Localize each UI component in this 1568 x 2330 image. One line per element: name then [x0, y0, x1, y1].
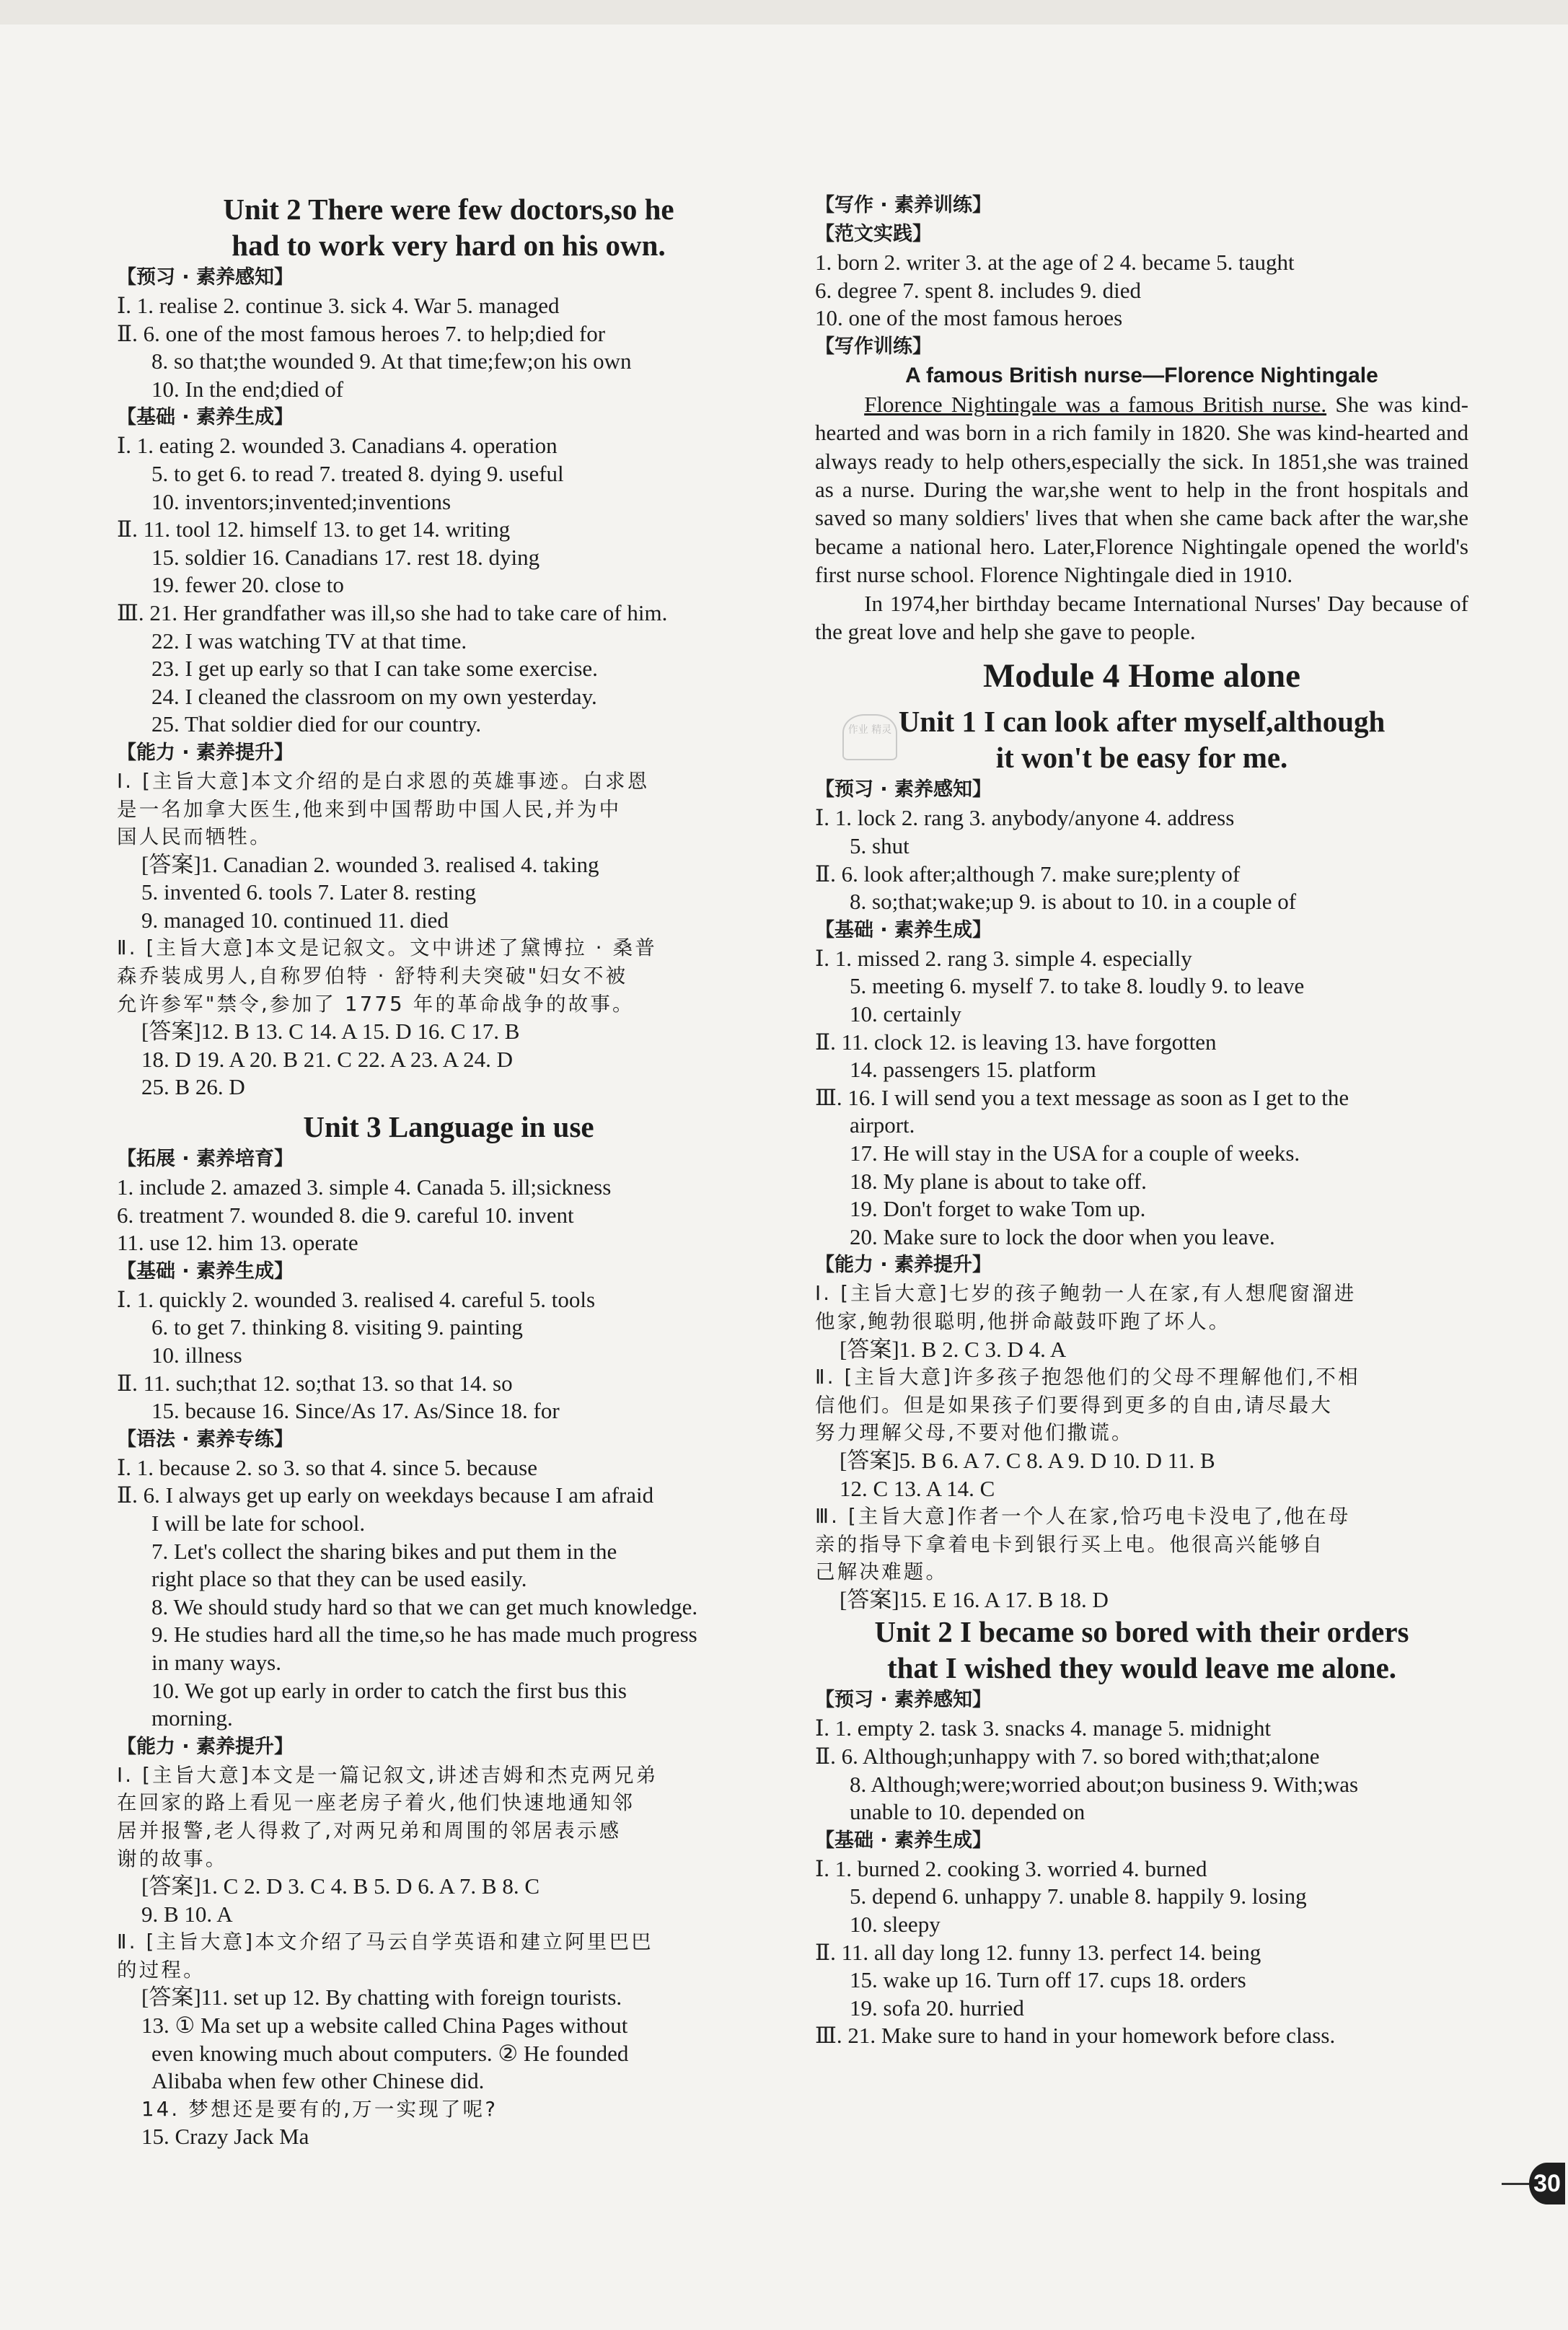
summary-line: 信他们。但是如果孩子们要得到更多的自由,请尽最大	[815, 1393, 1334, 1417]
answer-line: Ⅱ. 11. such;that 12. so;that 13. so that 14. so	[117, 1370, 513, 1396]
summary-line: 国人民而牺牲。	[117, 825, 272, 849]
page-number-rule	[1502, 2183, 1529, 2185]
unit3-title: Unit 3 Language in use	[303, 1110, 594, 1144]
answer-line: 19. fewer 20. close to	[151, 572, 344, 598]
answer-line: [答案]1. C 2. D 3. C 4. B 5. D 6. A 7. B 8. C	[141, 1873, 540, 1899]
answer-line: Ⅱ. 6. one of the most famous heroes 7. to help;died for	[117, 320, 606, 346]
section-heading: 【基础 · 素养生成】	[815, 1829, 992, 1852]
answer-line: I will be late for school.	[151, 1510, 366, 1536]
answer-line: 12. C 13. A 14. C	[840, 1475, 995, 1501]
answer-line: 18. My plane is about to take off.	[850, 1168, 1147, 1194]
section-heading: 【范文实践】	[815, 223, 932, 245]
section-heading: 【能力 · 素养提升】	[117, 741, 294, 764]
answer-line: 13. ① Ma set up a website called China Pages without	[141, 2013, 628, 2039]
answer-line: 14. passengers 15. platform	[850, 1057, 1096, 1083]
answer-line: 6. to get 7. thinking 8. visiting 9. painting	[151, 1314, 523, 1340]
summary-line: 努力理解父母,不要对他们撒谎。	[815, 1421, 1134, 1445]
unit-title-line: Unit 2 I became so bored with their orders	[874, 1615, 1409, 1649]
essay-title: A famous British nurse—Florence Nightingale	[905, 363, 1378, 387]
summary-line: 在回家的路上看见一座老房子着火,他们快速地通知邻	[117, 1791, 635, 1815]
essay-first-sentence: Florence Nightingale was a famous British nurse.	[864, 391, 1327, 417]
summary-line: 的过程。	[117, 1958, 206, 1982]
answer-line: 17. He will stay in the USA for a couple of weeks.	[850, 1140, 1300, 1166]
answer-line: Ⅰ. 1. realise 2. continue 3. sick 4. War 5. managed	[117, 293, 560, 318]
essay-paragraph-2: In 1974,her birthday became International Nurses' Day because of the great love and help she gave to people.	[815, 590, 1468, 645]
answer-line: Ⅱ. 11. tool 12. himself 13. to get 14. writing	[117, 516, 511, 542]
unit-title-line: that I wished they would leave me alone.	[886, 1651, 1397, 1685]
answer-line: 23. I get up early so that I can take some exercise.	[151, 656, 598, 682]
answer-line: Ⅰ. 1. quickly 2. wounded 3. realised 4. careful 5. tools	[117, 1286, 596, 1312]
section-heading: 【拓展 · 素养培育】	[117, 1148, 294, 1171]
answer-line: 5. shut	[850, 833, 909, 859]
answer-line: in many ways.	[151, 1649, 281, 1675]
answer-line: 22. I was watching TV at that time.	[151, 628, 467, 654]
answer-line: Ⅱ. 6. look after;although 7. make sure;plenty of	[815, 861, 1241, 887]
answer-line: 15. soldier 16. Canadians 17. rest 18. dying	[151, 544, 540, 570]
answer-line: 9. managed 10. continued 11. died	[141, 907, 449, 933]
watermark-stamp: 作业 精灵	[842, 714, 897, 760]
section-heading: 【基础 · 素养生成】	[815, 918, 992, 941]
answer-line: [答案]11. set up 12. By chatting with foreign tourists.	[141, 1984, 622, 2010]
answer-line: morning.	[151, 1705, 233, 1731]
answer-line: 24. I cleaned the classroom on my own yesterday.	[151, 683, 597, 709]
answer-line: 18. D 19. A 20. B 21. C 22. A 23. A 24. D	[141, 1046, 514, 1072]
answer-line: 6. treatment 7. wounded 8. die 9. careful 10. invent	[117, 1202, 574, 1228]
answer-line: right place so that they can be used easily.	[151, 1566, 527, 1592]
unit-title-line: Unit 2 There were few doctors,so he	[223, 193, 674, 226]
answer-line: 10. inventors;invented;inventions	[151, 488, 452, 514]
section-heading: 【基础 · 素养生成】	[117, 406, 294, 429]
right-column	[815, 191, 1468, 2050]
page-number: 30	[1529, 2163, 1565, 2204]
answer-line: 5. invented 6. tools 7. Later 8. resting	[141, 879, 477, 905]
answer-line: 1. born 2. writer 3. at the age of 2 4. became 5. taught	[815, 250, 1295, 275]
top-edge	[0, 0, 1568, 25]
summary-line: 居并报警,老人得救了,对两兄弟和周围的邻居表示感	[117, 1819, 622, 1842]
answer-line: 8. We should study hard so that we can get much knowledge.	[151, 1593, 698, 1619]
answer-line: Ⅲ. 21. Make sure to hand in your homework before class.	[815, 2023, 1336, 2049]
summary-line: Ⅱ. [主旨大意]本文介绍了马云自学英语和建立阿里巴巴	[117, 1930, 653, 1954]
summary-line: 是一名加拿大医生,他来到中国帮助中国人民,并为中	[117, 797, 622, 821]
summary-line: 他家,鲍勃很聪明,他拼命敲鼓吓跑了坏人。	[815, 1309, 1231, 1333]
answer-line: 11. use 12. him 13. operate	[117, 1230, 358, 1256]
summary-line: 允许参军"禁令,参加了 1775 年的革命战争的故事。	[117, 992, 635, 1016]
answer-line: 8. Although;were;worried about;on business 9. With;was	[850, 1771, 1359, 1797]
summary-line: Ⅱ. [主旨大意]本文是记叙文。文中讲述了黛博拉 · 桑普	[117, 936, 657, 960]
essay-body: She was kind-hearted and was born in a rich family in 1820. She was kind-hearted and always ready to help others,especially the sick. In 1851,she was trained as a nurse. During the war,she went to help in the front hospitals and saved so many soldiers' lives that when she came back after the war,she became a national hero. Later,Florence Nightingale opened the world's first nurse school. Florence Nightingale died in 1910.	[815, 391, 1468, 588]
summary-line: Ⅰ. [主旨大意]本文介绍的是白求恩的英雄事迹。白求恩	[117, 769, 650, 793]
answer-line: 19. sofa 20. hurried	[850, 1995, 1024, 2021]
answer-line: 25. That soldier died for our country.	[151, 711, 482, 737]
answer-line: Ⅰ. 1. eating 2. wounded 3. Canadians 4. operation	[117, 433, 558, 459]
m4-unit2-title	[815, 1614, 1468, 1686]
section-heading: 【能力 · 素养提升】	[815, 1254, 992, 1277]
section-heading: 【基础 · 素养生成】	[117, 1259, 294, 1283]
answer-line: 19. Don't forget to wake Tom up.	[850, 1196, 1146, 1222]
answer-line: Ⅰ. 1. lock 2. rang 3. anybody/anyone 4. address	[815, 805, 1235, 831]
answer-line: 7. Let's collect the sharing bikes and put them in the	[151, 1538, 617, 1564]
answer-line: unable to 10. depended on	[850, 1799, 1085, 1825]
answer-line: Ⅰ. 1. empty 2. task 3. snacks 4. manage 5. midnight	[815, 1715, 1272, 1741]
answer-line: 6. degree 7. spent 8. includes 9. died	[815, 277, 1141, 303]
answer-line: Ⅱ. 11. clock 12. is leaving 13. have forgotten	[815, 1029, 1217, 1055]
answer-line: 15. wake up 16. Turn off 17. cups 18. orders	[850, 1967, 1246, 1993]
essay-paragraph-1	[815, 390, 1468, 589]
section-heading: 【预习 · 素养感知】	[117, 266, 294, 289]
answer-line: Ⅱ. 6. Although;unhappy with 7. so bored with;that;alone	[815, 1744, 1320, 1770]
m4-unit1-title	[815, 703, 1468, 775]
answer-line: 1. include 2. amazed 3. simple 4. Canada 5. ill;sickness	[117, 1174, 612, 1200]
answer-line: 5. depend 6. unhappy 7. unable 8. happily 9. losing	[850, 1883, 1307, 1909]
answer-line: 25. B 26. D	[141, 1074, 245, 1100]
answer-line: 9. He studies hard all the time,so he has made much progress	[151, 1622, 697, 1648]
unit-title-line: had to work very hard on his own.	[232, 229, 666, 262]
summary-line: 森乔装成男人,自称罗伯特 · 舒特利夫突破"妇女不被	[117, 964, 628, 988]
section-heading: 【预习 · 素养感知】	[815, 1689, 992, 1712]
answer-line: 10. illness	[151, 1342, 242, 1368]
answer-line: Ⅰ. 1. because 2. so 3. so that 4. since 5. because	[117, 1454, 538, 1480]
answer-line: even knowing much about computers. ② He founded	[151, 2040, 629, 2066]
answer-line: 15. because 16. Since/As 17. As/Since 18. for	[151, 1398, 560, 1424]
answer-line: 5. to get 6. to read 7. treated 8. dying 9. useful	[151, 460, 564, 486]
summary-line: Ⅰ. [主旨大意]本文是一篇记叙文,讲述吉姆和杰克两兄弟	[117, 1763, 659, 1787]
answer-line: airport.	[850, 1112, 915, 1138]
summary-line: 亲的指导下拿着电卡到银行买上电。他很高兴能够自	[815, 1532, 1325, 1556]
unit-title-line: Unit 1 I can look after myself,although	[898, 705, 1386, 739]
answer-line: 10. In the end;died of	[151, 376, 344, 402]
answer-line: [答案]1. Canadian 2. wounded 3. realised 4. taking	[141, 851, 599, 877]
answer-line: Ⅲ. 21. Her grandfather was ill,so she had to take care of him.	[117, 599, 668, 625]
section-heading: 【写作训练】	[815, 335, 932, 358]
answer-line: Ⅰ. 1. burned 2. cooking 3. worried 4. burned	[815, 1855, 1207, 1881]
left-column	[117, 191, 780, 2151]
summary-line: Ⅰ. [主旨大意]七岁的孩子鲍勃一人在家,有人想爬窗溜进	[815, 1282, 1357, 1306]
answer-line: [答案]15. E 16. A 17. B 18. D	[840, 1586, 1109, 1612]
answer-line: 10. We got up early in order to catch the first bus this	[151, 1677, 627, 1703]
answer-line: 15. Crazy Jack Ma	[141, 2124, 309, 2150]
section-heading: 【写作 · 素养训练】	[815, 194, 992, 216]
answer-line: 9. B 10. A	[141, 1901, 233, 1927]
answer-line: 10. one of the most famous heroes	[815, 305, 1123, 331]
answer-line: 8. so;that;wake;up 9. is about to 10. in a couple of	[850, 889, 1297, 915]
answer-line: 10. sleepy	[850, 1912, 941, 1938]
summary-line: Ⅱ. [主旨大意]许多孩子抱怨他们的父母不理解他们,不相	[815, 1366, 1360, 1389]
summary-line: 谢的故事。	[117, 1847, 228, 1870]
answer-line: Ⅰ. 1. missed 2. rang 3. simple 4. especially	[815, 945, 1192, 971]
answer-line: Ⅱ. 6. I always get up early on weekdays because I am afraid	[117, 1482, 654, 1508]
answer-line: [答案]5. B 6. A 7. C 8. A 9. D 10. D 11. B	[840, 1447, 1215, 1473]
answer-line: [答案]12. B 13. C 14. A 15. D 16. C 17. B	[141, 1019, 520, 1045]
unit2-title	[117, 191, 780, 263]
answer-line: 8. so that;the wounded 9. At that time;few;on his own	[151, 348, 632, 374]
answer-line: 5. meeting 6. myself 7. to take 8. loudly 9. to leave	[850, 973, 1305, 999]
answer-line: Alibaba when few other Chinese did.	[151, 2068, 485, 2094]
answer-line: 20. Make sure to lock the door when you leave.	[850, 1223, 1275, 1249]
answer-line: Ⅲ. 16. I will send you a text message as soon as I get to the	[815, 1084, 1349, 1110]
section-heading: 【能力 · 素养提升】	[117, 1735, 294, 1758]
answer-line: [答案]1. B 2. C 3. D 4. A	[840, 1336, 1067, 1362]
section-heading: 【语法 · 素养专练】	[117, 1428, 294, 1451]
section-heading: 【预习 · 素养感知】	[815, 778, 992, 801]
answer-line: 10. certainly	[850, 1001, 961, 1026]
answer-line: Ⅱ. 11. all day long 12. funny 13. perfect 14. being	[815, 1939, 1261, 1965]
module-title: Module 4 Home alone	[983, 657, 1300, 695]
answer-line: 14. 梦想还是要有的,万一实现了呢?	[141, 2097, 498, 2121]
summary-line: 己解决难题。	[815, 1560, 948, 1584]
summary-line: Ⅲ. [主旨大意]作者一个人在家,恰巧电卡没电了,他在母	[815, 1505, 1351, 1529]
unit-title-line: it won't be easy for me.	[995, 741, 1288, 775]
